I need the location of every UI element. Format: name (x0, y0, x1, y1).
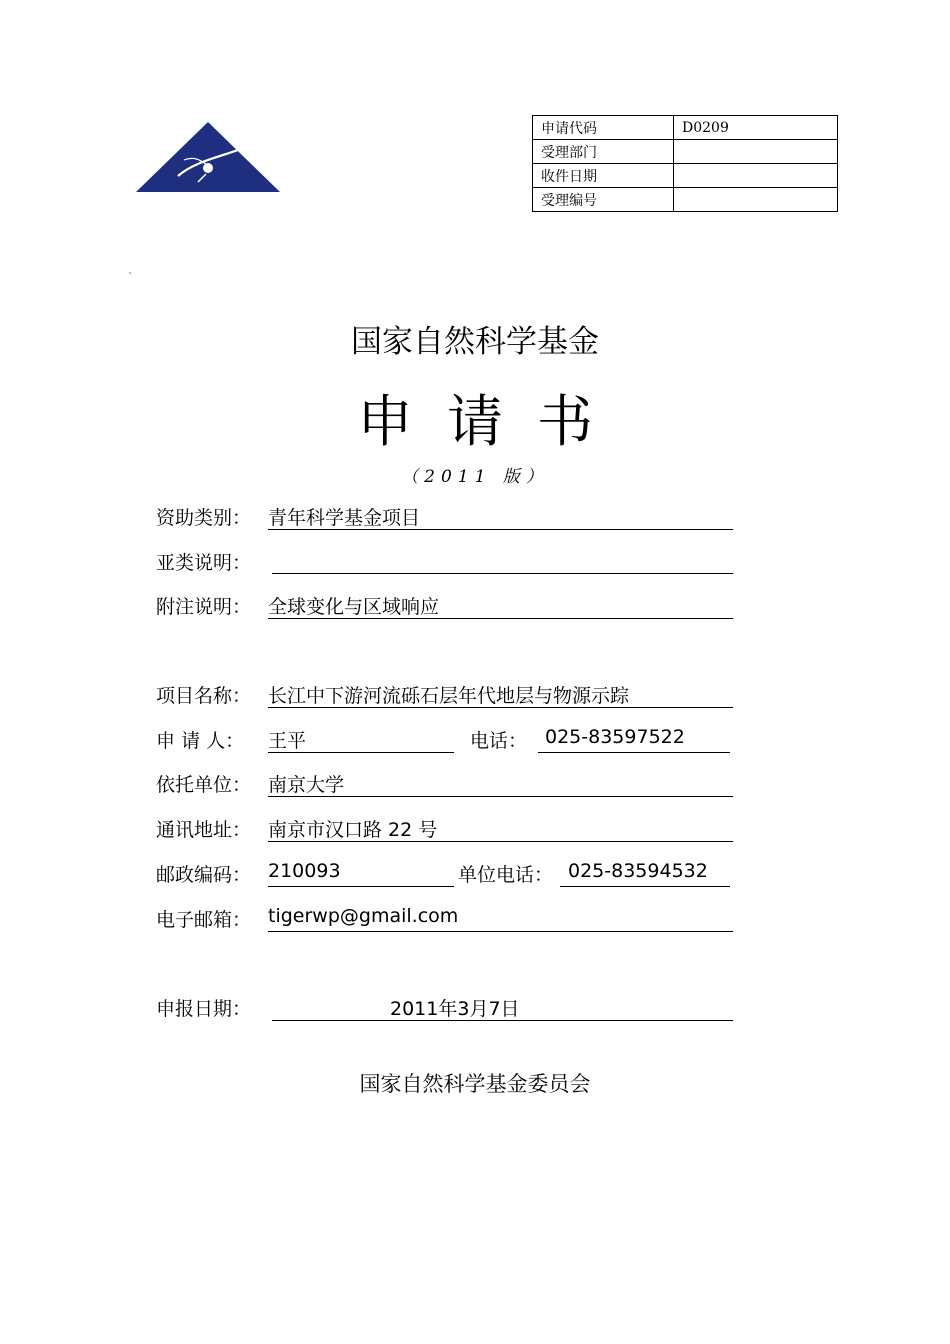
table-row (533, 188, 838, 212)
unit-phone-value: 025-83594532 (568, 860, 708, 882)
applicant-label: 申 请 人： (156, 730, 245, 752)
table-cell-value (674, 140, 838, 164)
applicant-value: 王平 (268, 730, 307, 752)
table-cell-key: 受理编号 (533, 188, 674, 212)
note-label: 附注说明： (156, 596, 252, 618)
note-value: 全球变化与区域响应 (268, 596, 440, 618)
unit-phone-underline (560, 886, 730, 887)
postcode-value: 210093 (268, 860, 341, 882)
nsfc-logo (136, 120, 280, 195)
subtype-label: 亚类说明： (156, 552, 252, 574)
phone-label: 电话： (470, 730, 528, 752)
project-name-value: 长江中下游河流砾石层年代地层与物源示踪 (268, 685, 630, 707)
table-cell-key: 受理部门 (533, 140, 674, 164)
phone-value: 025-83597522 (545, 726, 685, 748)
table-row (533, 164, 838, 188)
address-underline (268, 841, 733, 842)
address-value: 南京市汉口路 22 号 (268, 819, 438, 841)
institution-underline (268, 796, 733, 797)
table-cell-value: D0209 (674, 116, 838, 140)
committee-name: 国家自然科学基金委员会 (359, 1072, 591, 1096)
unit-phone-label: 单位电话： (458, 864, 554, 886)
applicant-underline (268, 752, 454, 753)
table-cell-key: 收件日期 (533, 164, 674, 188)
submission-date-label: 申报日期： (156, 998, 252, 1020)
table-row (533, 140, 838, 164)
email-label: 电子邮箱： (156, 909, 252, 931)
table-cell-key: 申请代码 (533, 116, 674, 140)
address-label: 通讯地址： (156, 819, 252, 841)
speck (129, 272, 131, 274)
email-underline (268, 931, 733, 932)
document-title: 申请书 (357, 390, 627, 455)
table-row (533, 116, 838, 140)
email-value: tigerwp@gmail.com (268, 905, 459, 927)
version-label: （2011 版） (401, 467, 549, 487)
table-cell-value (674, 188, 838, 212)
application-info-table (532, 115, 838, 212)
project-name-label: 项目名称： (156, 685, 252, 707)
institution-value: 南京大学 (268, 774, 345, 796)
logo-triangle (136, 122, 280, 192)
funding-type-label: 资助类别： (156, 507, 252, 529)
table-cell-value (674, 164, 838, 188)
submission-date-value: 2011年3月7日 (390, 998, 520, 1020)
note-underline (268, 618, 733, 619)
foundation-title: 国家自然科学基金 (351, 324, 599, 360)
postcode-label: 邮政编码： (156, 864, 252, 886)
logo-dot (203, 163, 213, 173)
funding-type-underline (268, 529, 733, 530)
postcode-underline (268, 886, 454, 887)
institution-label: 依托单位： (156, 774, 252, 796)
project-name-underline (268, 707, 733, 708)
subtype-underline (272, 573, 733, 574)
submission-date-underline (272, 1020, 733, 1021)
phone-underline (538, 752, 730, 753)
funding-type-value: 青年科学基金项目 (268, 507, 421, 529)
